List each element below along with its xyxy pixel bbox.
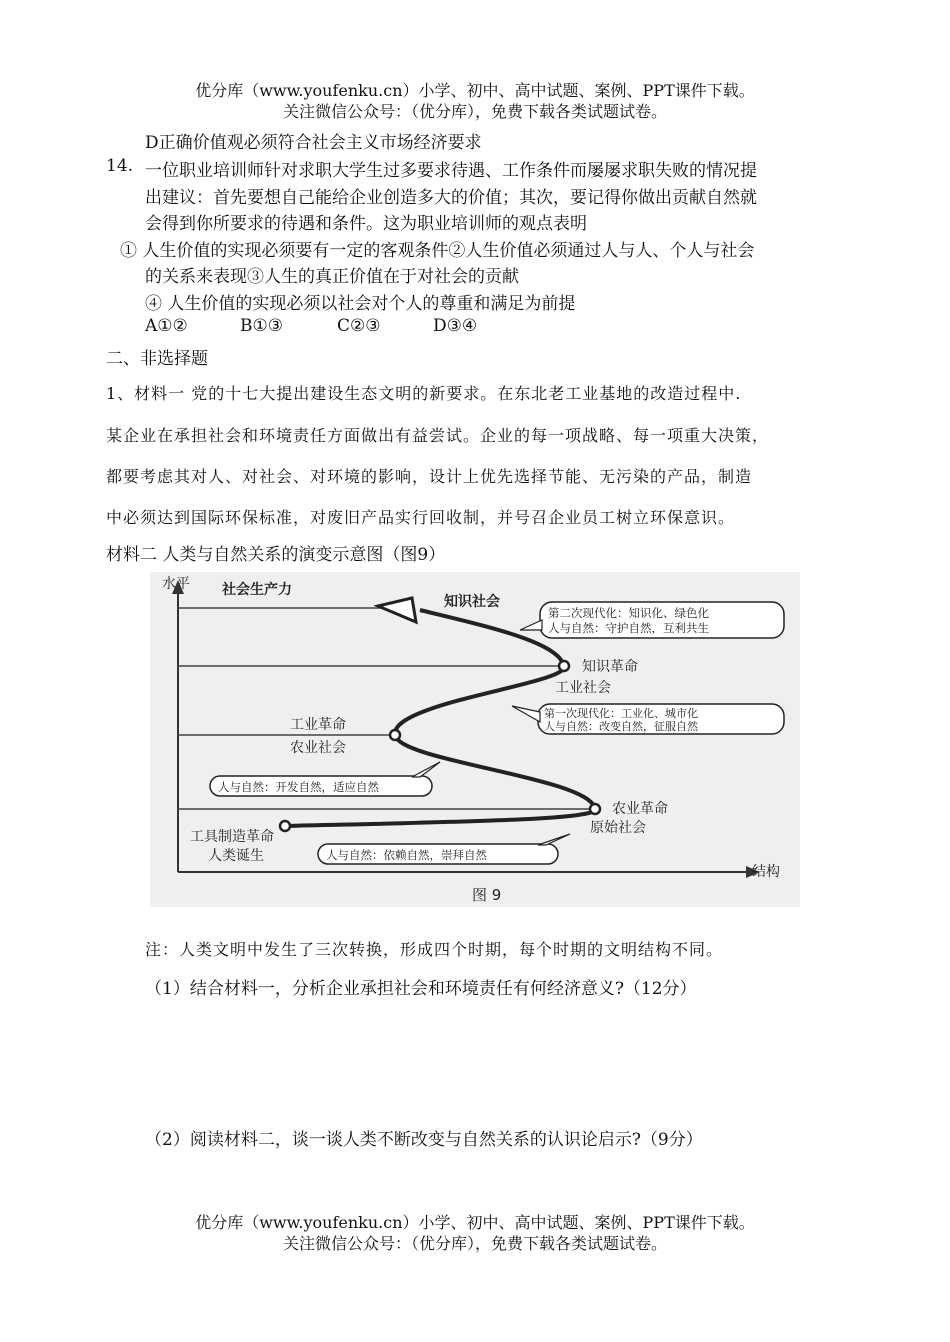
footer-line-2: 关注微信公众号：（优分库），免费下载各类试题试卷。 [282,1234,667,1253]
material1-line-1: 1、材料一 党的十七大提出建设生态文明的新要求。在东北老工业基地的改造过程中. [106,384,742,403]
label-knowledge-revolution: 知识革命 [582,659,638,675]
q14-number: 14. [106,156,134,176]
label-primitive-society: 原始社会 [590,820,646,836]
node-knowledge [559,661,569,671]
callout-second-modern-line-1: 第二次现代化：知识化、绿色化 [548,606,709,620]
figure-caption: 图 9 [472,886,502,904]
callout-second-modern-line-2: 人与自然：守护自然，互利共生 [548,621,709,635]
material1-line-4: 中必须达到国际环保标准，对废旧产品实行回收制，并号召企业员工树立环保意识。 [106,508,736,527]
label-industrial-revolution: 工业革命 [290,717,346,733]
callout-first-modern-line-2: 人与自然：改变自然，征服自然 [544,720,698,733]
callout-primitive-text: 人与自然：依赖自然，崇拜自然 [326,848,487,862]
x-axis-label: 结构 [752,864,780,880]
q14-option-d: D③④ [433,316,478,336]
header-line-2: 关注微信公众号：（优分库），免费下载各类试题试卷。 [282,102,667,121]
q14-statement-3: ④ 人生价值的实现必须以社会对个人的尊重和满足为前提 [145,294,576,314]
q14-stem-line-3: 会得到你所要求的待遇和条件。这为职业培训师的观点表明 [145,214,587,234]
figure-9-diagram [150,572,800,907]
label-industrial-society: 工业社会 [555,680,611,696]
section-title: 二、非选择题 [106,349,208,369]
q14-statement-1: ① 人生价值的实现必须要有一定的客观条件②人生价值必须通过人与人、个人与社会 [120,241,755,261]
sub-question-2: （2）阅读材料二，谈一谈人类不断改变与自然关系的认识论启示?（9分） [145,1130,703,1150]
label-tool-revolution: 工具制造革命 [190,829,274,845]
node-start [280,821,290,831]
callout-agri-text: 人与自然：开发自然，适应自然 [218,780,379,794]
q14-option-c: C②③ [337,316,381,336]
callout-first-modern-line-1: 第一次现代化：工业化、城市化 [544,707,698,720]
q14-stem-line-1: 一位职业培训师针对求职大学生过多要求待遇、工作条件而屡屡求职失败的情况提 [145,161,757,181]
material1-line-3: 都要考虑其对人、对社会、对环境的影响，设计上优先选择节能、无污染的产品，制造 [106,467,753,486]
label-agricultural-society: 农业社会 [290,740,346,756]
q14-stem-line-2: 出建议：首先要想自己能给企业创造多大的价值；其次，要记得你做出贡献自然就 [145,188,757,208]
label-agricultural-revolution: 农业革命 [612,801,668,817]
material2-title: 材料二 人类与自然关系的演变示意图（图9） [106,545,446,565]
q14-option-b: B①③ [240,316,283,336]
material1-line-2: 某企业在承担社会和环境责任方面做出有益尝试。企业的每一项战略、每一项重大决策， [106,426,770,445]
header-line-1: 优分库（www.youfenku.cn）小学、初中、高中试题、案例、PPT课件下载。 [195,81,755,100]
label-knowledge-society: 知识社会 [444,594,500,610]
q13-option-d: D正确价值观必须符合社会主义市场经济要求 [145,133,482,153]
footer-line-1: 优分库（www.youfenku.cn）小学、初中、高中试题、案例、PPT课件下载。 [195,1213,755,1232]
y-axis-label: 水平 [162,576,190,592]
node-agricultural [590,804,600,814]
figure-note: 注：人类文明中发生了三次转换，形成四个时期，每个时期的文明结构不同。 [145,940,724,959]
node-industrial [390,730,400,740]
sub-question-1: （1）结合材料一，分析企业承担社会和环境责任有何经济意义?（12分） [145,979,697,999]
productivity-label: 社会生产力 [222,582,292,598]
label-human-birth: 人类诞生 [208,848,264,864]
q14-option-a: A①② [145,316,188,336]
q14-statement-2: 的关系来表现③人生的真正价值在于对社会的贡献 [145,267,519,287]
